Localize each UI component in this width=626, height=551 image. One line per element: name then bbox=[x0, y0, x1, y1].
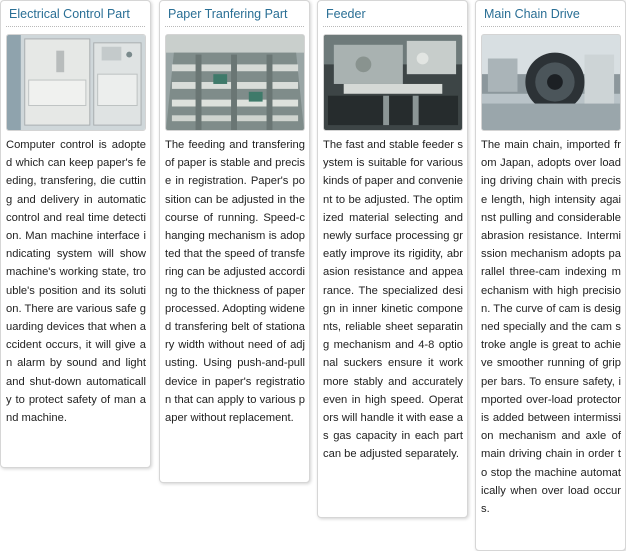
card-electrical-control bbox=[0, 0, 151, 468]
divider bbox=[6, 26, 145, 27]
chain-drive-photo bbox=[481, 34, 621, 131]
card-title: Paper Tranfering Part bbox=[168, 7, 288, 21]
card-feeder bbox=[317, 0, 468, 518]
card-description: The main chain, imported from Japan, adopts over loading driving chain with precise length, high intensity against pulling and considerable abrasion resistance. Intermission mechanism adopts parallel three-cam indexing mechanism with high precision. The curve of cam is designed specially and the cam stroke angle is great to achieve smoother running of gripper bars. To ensure safety, imported over-load protector is added between intermission mechanism and axle of main driving chain in order to stop the machine automatically when over load occurs. bbox=[481, 139, 621, 516]
divider bbox=[323, 26, 462, 27]
card-title: Electrical Control Part bbox=[9, 7, 130, 21]
electrical-cabinet-photo bbox=[6, 34, 146, 131]
divider bbox=[481, 26, 620, 27]
card-main-chain-drive bbox=[475, 0, 626, 551]
card-description: The feeding and transfering of paper is stable and precise in registration. Paper's position can be adjusted in the course of running. Speed-changing mechanism is adopted that the speed of transfering can be adjusted according to the thickness of paper processed. Adopting widened transfering belt of stationary width without need of adjusting. Using push-and-pull device in paper's registration that can apply to various paper without replacement. bbox=[165, 139, 305, 425]
card-description: The fast and stable feeder system is suitable for various kinds of paper and convenient to be adjusted. The optimized material selecting and newly surface processing greatly improve its rigidity, abrasion resistance and appearance. The specialized design in inner kinetic components, reliable sheet separating mechanism and 4-8 optional suckers ensure it work more stably and accurately even in high speed. Operators will handle it with ease as gas capacity in each part can be adjusted separately. bbox=[323, 139, 463, 461]
card-description: Computer control is adopted which can keep paper's feeding, transfering, die cutting and delivery in automatic control and real time detection. Man machine interface indicating system will show machine's working state, trouble's position and its solution. There are various safe guarding devices that when accident occurs, it will give an alarm by sound and light and shut-down automatically to protect safety of man and machine. bbox=[6, 139, 146, 425]
card-title: Main Chain Drive bbox=[484, 7, 580, 21]
transfer-rollers-photo bbox=[165, 34, 305, 131]
card-title: Feeder bbox=[326, 7, 366, 21]
divider bbox=[165, 26, 304, 27]
card-paper-transfering bbox=[159, 0, 310, 483]
feeder-unit-photo bbox=[323, 34, 463, 131]
